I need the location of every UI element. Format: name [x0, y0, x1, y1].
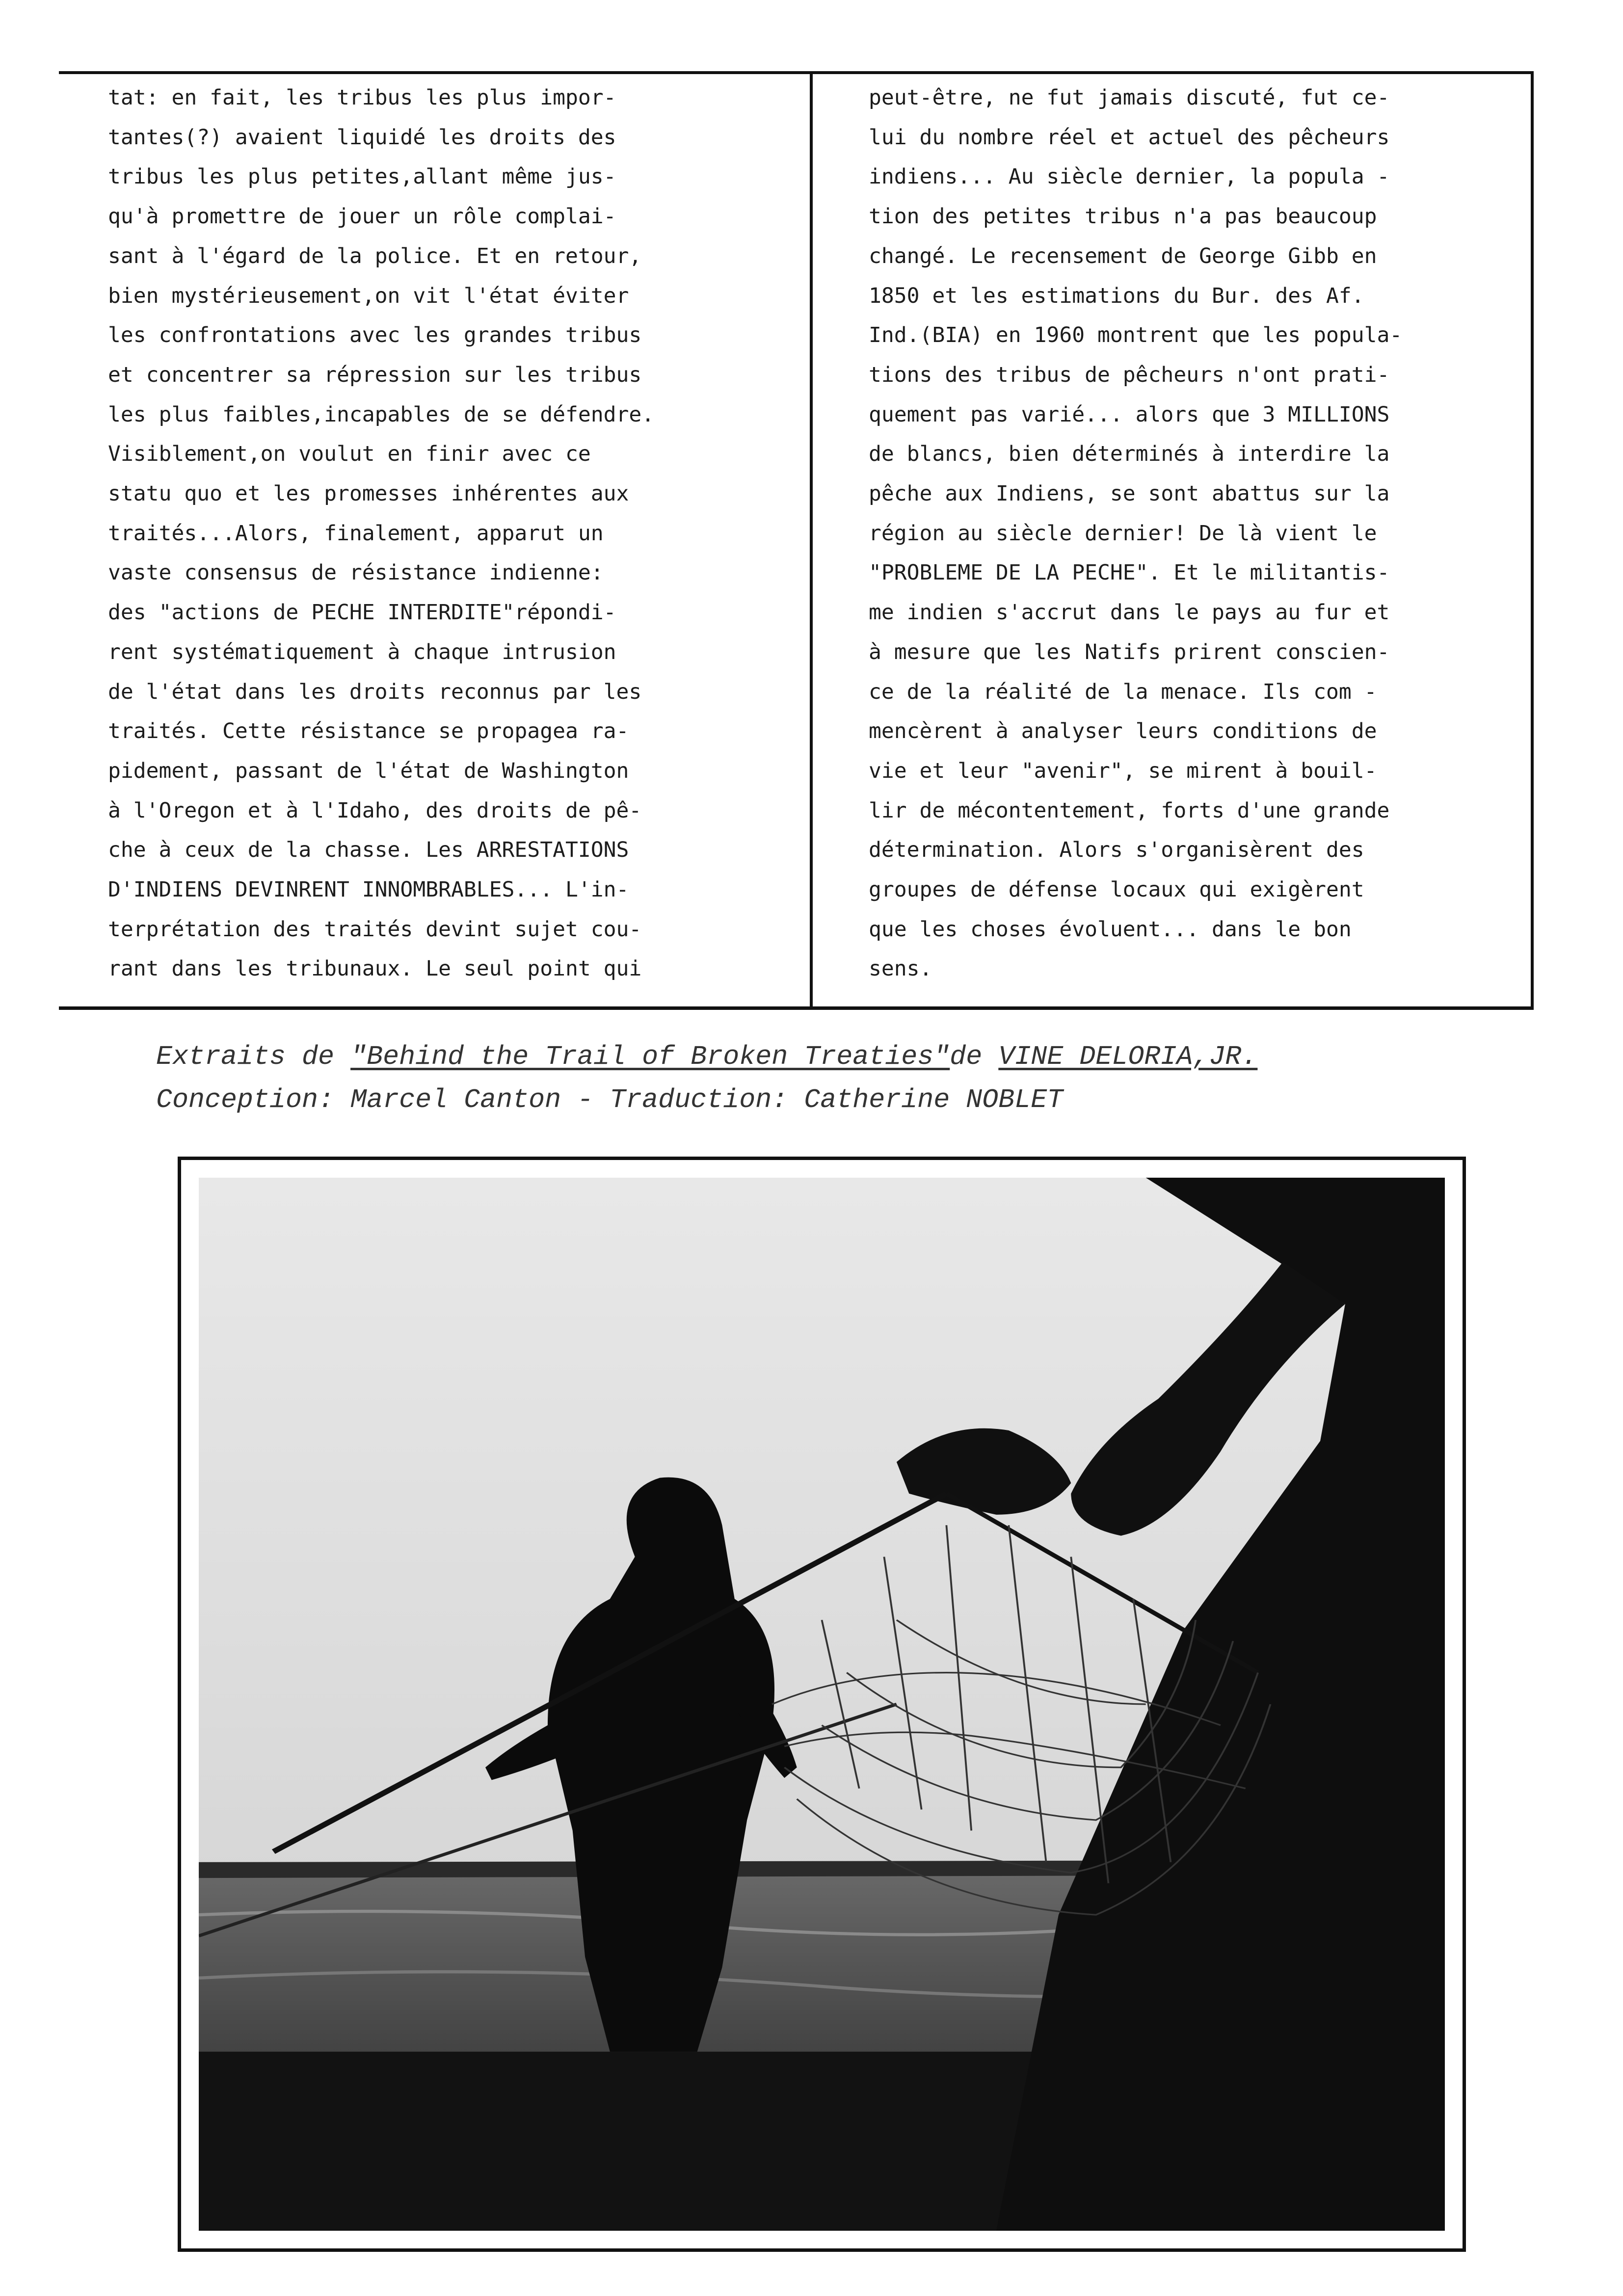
- left-column-line: rent systématiquement à chaque intrusion: [108, 639, 616, 664]
- right-column-line: de blancs, bien déterminés à interdire la: [869, 442, 1390, 467]
- left-column-line: Visiblement,on voulut en finir avec ce: [108, 442, 591, 467]
- right-column-line: ce de la réalité de la menace. Ils com -: [869, 679, 1377, 704]
- left-column-line: de l'état dans les droits reconnus par les: [108, 679, 642, 704]
- right-column-line: indiens... Au siècle dernier, la popula -: [869, 164, 1390, 189]
- right-text-column: [869, 78, 1531, 989]
- left-column-line: qu'à promettre de jouer un rôle complai-: [108, 204, 616, 229]
- right-column-line: à mesure que les Natifs prirent conscien-: [869, 639, 1390, 664]
- right-column-line: lir de mécontentement, forts d'une grande: [869, 798, 1390, 823]
- right-column-line: quement pas varié... alors que 3 MILLIONS: [869, 402, 1390, 427]
- left-column-line: et concentrer sa répression sur les tribus: [108, 362, 642, 387]
- caption-author: VINE DELORIA,JR.: [998, 1041, 1258, 1072]
- fishing-net-photo: [199, 1178, 1445, 2231]
- right-column-line: pêche aux Indiens, se sont abattus sur la: [869, 481, 1390, 506]
- right-column-line: "PROBLEME DE LA PECHE". Et le militantis-: [869, 560, 1390, 585]
- left-column-line: les confrontations avec les grandes tribus: [108, 323, 642, 348]
- left-column-line: statu quo et les promesses inhérentes aux: [108, 481, 629, 506]
- left-column-line: terprétation des traités devint sujet cou-: [108, 917, 642, 942]
- right-column-line: peut-être, ne fut jamais discuté, fut ce-: [869, 85, 1390, 110]
- right-column-line: Ind.(BIA) en 1960 montrent que les popula-: [869, 323, 1403, 348]
- right-column-line: changé. Le recensement de George Gibb en: [869, 243, 1377, 268]
- right-column-line: détermination. Alors s'organisèrent des: [869, 838, 1364, 863]
- right-column-line: mencèrent à analyser leurs conditions de: [869, 719, 1377, 744]
- left-column-line: bien mystérieusement,on vit l'état éviter: [108, 283, 629, 308]
- left-column-line: tribus les plus petites,allant même jus-: [108, 164, 616, 189]
- photo-frame: [178, 1157, 1466, 2252]
- right-column-line: sens.: [869, 956, 932, 981]
- right-column-line: 1850 et les estimations du Bur. des Af.: [869, 283, 1364, 308]
- right-column-line: vie et leur "avenir", se mirent à bouil-: [869, 758, 1377, 783]
- caption-credits-line: Conception: Marcel Canton - Traduction: Catherine NOBLET: [156, 1084, 1064, 1115]
- left-column-line: des "actions de PECHE INTERDITE"répondi-: [108, 600, 616, 625]
- left-column-line: traités...Alors, finalement, apparut un: [108, 521, 604, 546]
- right-column-line: région au siècle dernier! De là vient le: [869, 521, 1377, 546]
- column-divider: [810, 74, 813, 1006]
- caption-middle: de: [950, 1041, 999, 1072]
- caption-source-line: [156, 1041, 1257, 1072]
- right-column-line: lui du nombre réel et actuel des pêcheurs: [869, 125, 1390, 150]
- left-column-line: les plus faibles,incapables de se défendre.: [108, 402, 655, 427]
- right-column-line: me indien s'accrut dans le pays au fur et: [869, 600, 1390, 625]
- left-column-line: à l'Oregon et à l'Idaho, des droits de pê-: [108, 798, 642, 823]
- left-column-line: tantes(?) avaient liquidé les droits des: [108, 125, 616, 150]
- right-column-line: que les choses évoluent... dans le bon: [869, 917, 1352, 942]
- right-column-line: groupes de défense locaux qui exigèrent: [869, 877, 1364, 902]
- caption-book-title: "Behind the Trail of Broken Treaties": [350, 1041, 950, 1072]
- left-column-line: sant à l'égard de la police. Et en retour,: [108, 243, 642, 268]
- left-column-line: rant dans les tribunaux. Le seul point qui: [108, 956, 642, 981]
- left-column-line: che à ceux de la chasse. Les ARRESTATIONS: [108, 838, 629, 863]
- left-column-line: vaste consensus de résistance indienne:: [108, 560, 604, 585]
- left-text-column: [108, 78, 795, 989]
- caption-prefix: Extraits de: [156, 1041, 351, 1072]
- left-column-line: traités. Cette résistance se propagea ra-: [108, 719, 629, 744]
- right-column-line: tion des petites tribus n'a pas beaucoup: [869, 204, 1377, 229]
- text-columns-box: [59, 71, 1534, 1010]
- left-column-line: pidement, passant de l'état de Washington: [108, 758, 629, 783]
- left-column-line: tat: en fait, les tribus les plus impor-: [108, 85, 616, 110]
- left-column-line: D'INDIENS DEVINRENT INNOMBRABLES... L'in-: [108, 877, 629, 902]
- right-column-line: tions des tribus de pêcheurs n'ont prati-: [869, 362, 1390, 387]
